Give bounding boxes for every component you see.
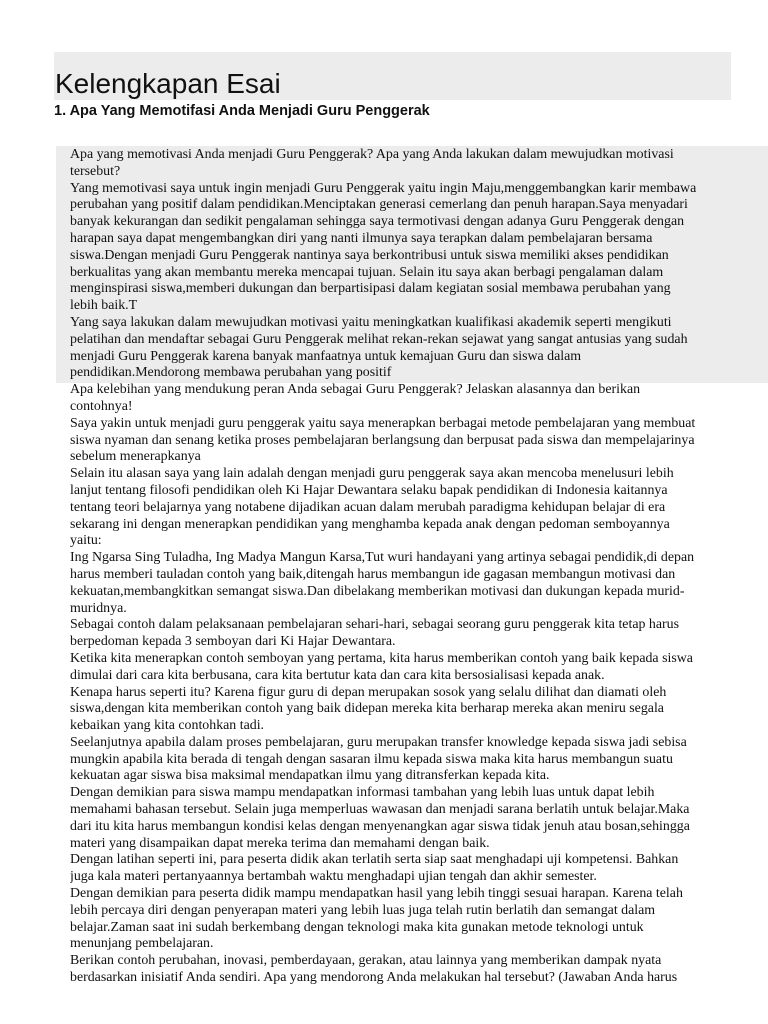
essay-line: menginspirasi siswa,memberi dukungan dan berpartisipasi dalam kegiatan sosial membawa perubahan yang (70, 281, 671, 297)
essay-line: Apa yang memotivasi Anda menjadi Guru Penggerak? Apa yang Anda lakukan dalam mewujudkan motivasi (70, 147, 674, 162)
essay-line: materi yang disampaikan dapat mereka terima dan memahami dengan baik. (70, 835, 490, 851)
essay-line: Yang saya lakukan dalam mewujudkan motivasi yaitu meningkatkan kualifikasi akademik seperti mengikuti (70, 314, 672, 330)
essay-line: siswa.Dengan menjadi Guru Penggerak nantinya saya berkontribusi untuk siswa memiliki akses pendidikan (70, 247, 669, 263)
page-title: Kelengkapan Esai (55, 68, 281, 99)
essay-line: memahami bahasan tersebut. Selain juga memperluas wawasan dan menjadi sarana berlatih untuk belajar.Maka (70, 802, 690, 818)
essay-line: Apa kelebihan yang mendukung peran Anda sebagai Guru Penggerak? Jelaskan alasannya dan berikan (70, 382, 641, 398)
essay-line: contohnya! (70, 398, 133, 414)
essay-line: perubahan yang positif dalam pendidikan.Menciptakan generasi cemerlang dan penuh harapan.Saya menyadari (70, 197, 688, 213)
essay-line: Ing Ngarsa Sing Tuladha, Ing Madya Mangun Karsa,Tut wuri handayani yang artinya sebagai pendidik,di depan (70, 550, 695, 566)
essay-line: mungkin apabila kita berada di tengah dengan sasaran ilmu kepada siswa maka kita harus membangun suatu (70, 751, 673, 767)
essay-line: juga kala materi pertanyaannya bertambah waktu menghadapi ujian tengah dan akhir semester. (70, 869, 597, 885)
essay-line: Dengan latihan seperti ini, para peserta didik akan terlatih serta siap saat menghadapi uji kompetensi. Bahkan (70, 852, 679, 868)
essay-line: kekuatan agar siswa bisa maksimal mendapatkan ilmu yang ditransferkan kepada kita. (70, 768, 550, 784)
essay-line: belajar.Zaman saat ini sudah berkembang dengan teknologi maka kita gunakan metode teknologi untuk (70, 919, 644, 935)
essay-line: menjadi Guru Penggerak karena banyak manfaatnya untuk kemajuan Guru dan siswa dalam (70, 348, 582, 364)
essay-line: kebaikan yang kita contohkan tadi. (70, 718, 265, 734)
essay-body (70, 147, 768, 987)
essay-line: dimulai dari cara kita berbusana, cara kita bertutur kata dan cara kita bersosialisasi kepada anak. (70, 667, 605, 683)
essay-line: sekarang ini dengan menerapkan pendidikan yang menghamba kepada anak dengan pedoman semboyannya (70, 516, 670, 532)
essay-line: Yang memotivasi saya untuk ingin menjadi Guru Penggerak yaitu ingin Maju,menggembangkan karir membawa (70, 180, 697, 196)
essay-line: menunjang pembelajaran. (70, 936, 214, 952)
essay-line: siswa,dengan kita memberikan contoh yang baik didepan mereka kita berharap mereka akan meniru segala (70, 701, 664, 717)
essay-line: tentang teori belajarnya yang notabene dijadikan acuan dalam merubah paradigma kehidupan belajar di era (70, 499, 666, 515)
essay-line: berkualitas yang akan membantu mereka mencapai tujuan. Selain itu saya akan berbagi pengalaman dalam (70, 264, 664, 280)
essay-line: tersebut? (70, 163, 121, 179)
essay-line: siswa nyaman dan senang ketika proses pembelajaran berlangsung dan berpusat pada siswa dan mempelajarinya (70, 432, 695, 448)
essay-line: Dengan demikian para peserta didik mampu mendapatkan hasil yang lebih tinggi sesuai harapan. Karena telah (70, 886, 683, 902)
essay-line: muridnya. (70, 600, 127, 616)
essay-line: lanjut tentang filosofi pendidikan oleh Ki Hajar Dewantara selaku bapak pendidikan di Indonesia kaitannya (70, 482, 668, 498)
essay-line: dari itu kita harus membangun kondisi kelas dengan menyenangkan agar siswa tidak jenuh atau bosan,sehingga (70, 818, 690, 834)
essay-line: banyak kekurangan dan sedikit pengalaman sehingga saya termotivasi dengan adanya Guru Penggerak dengan (70, 214, 685, 230)
essay-line: lebih percaya diri dengan penyerapan materi yang lebih luas juga telah rutin berlatih dan semangat dalam (70, 902, 656, 918)
essay-line: sebelum menerapkanya (70, 449, 201, 465)
essay-line: kekuatan,membangkitkan semangat siswa.Dan dibelakang memberikan motivasi dan dukungan kepada murid- (70, 583, 685, 599)
essay-line: Kenapa harus seperti itu? Karena figur guru di depan merupakan sosok yang selalu dilihat dan diamati oleh (70, 684, 667, 700)
essay-line: pelatihan dan mendaftar sebagai Guru Penggerak melihat rekan-rekan sejawat yang sangat antusias yang sudah (70, 331, 688, 347)
essay-line: harus memberi tauladan contoh yang baik,ditengah harus membangun ide gagasan membangun motivasi dan (70, 566, 676, 582)
essay-line: Berikan contoh perubahan, inovasi, pemberdayaan, gerakan, atau lainnya yang memberikan dampak nyata (70, 953, 662, 969)
essay-line: Saya yakin untuk menjadi guru penggerak yaitu saya menerapkan berbagai metode pembelajaran yang membuat (70, 415, 696, 431)
question-heading: 1. Apa Yang Memotifasi Anda Menjadi Guru Penggerak (54, 103, 430, 119)
essay-line: yaitu: (70, 533, 102, 549)
essay-line: Seelanjutnya apabila dalam proses pembelajaran, guru merupakan transfer knowledge kepada siswa jadi sebisa (70, 734, 687, 750)
essay-line: berpedoman kepada 3 semboyan dari Ki Hajar Dewantara. (70, 634, 396, 650)
essay-line: berdasarkan inisiatif Anda sendiri. Apa yang mendorong Anda melakukan hal tersebut? (Jawaban Anda harus (70, 970, 678, 986)
essay-line: Sebagai contoh dalam pelaksanaan pembelajaran sehari-hari, sebagai seorang guru penggerak kita tetap harus (70, 617, 680, 633)
essay-line: lebih baik.T (70, 298, 138, 314)
essay-line: pendidikan.Mendorong membawa perubahan yang positif (70, 365, 392, 381)
essay-line: Ketika kita menerapkan contoh semboyan yang pertama, kita harus memberikan contoh yang baik kepada siswa (70, 650, 693, 666)
essay-line: harapan saya dapat mengembangkan diri yang nanti ilmunya saya terapkan dalam pembelajaran bersama (70, 230, 653, 246)
essay-line: Dengan demikian para siswa mampu mendapatkan informasi tambahan yang lebih luas untuk dapat lebih (70, 785, 655, 801)
essay-line: Selain itu alasan saya yang lain adalah dengan menjadi guru penggerak saya akan mencoba menelusuri lebih (70, 466, 674, 482)
